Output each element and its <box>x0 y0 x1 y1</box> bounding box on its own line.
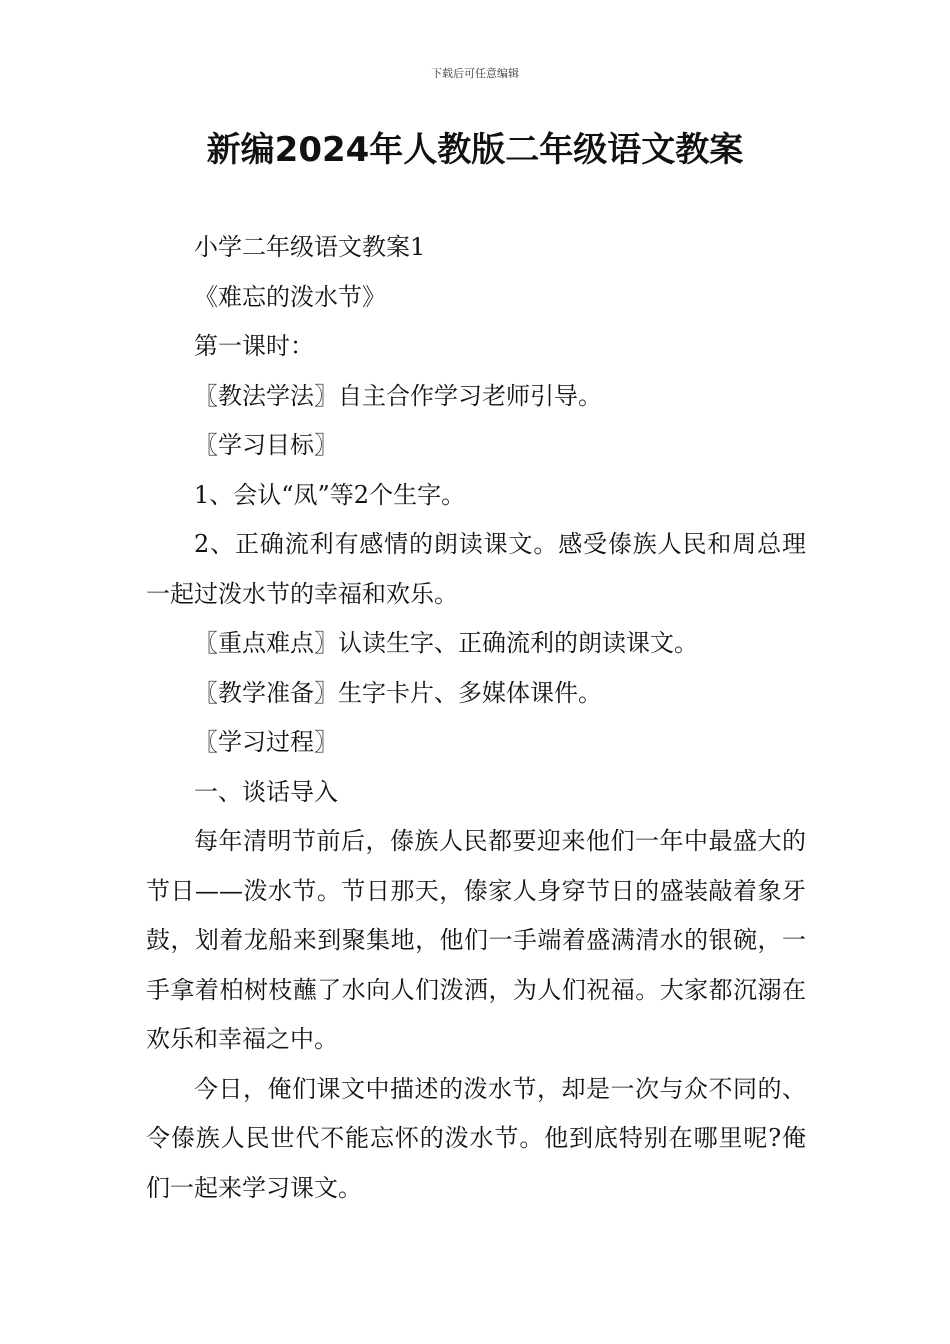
document-body <box>146 223 806 1213</box>
paragraph-lesson-intro: 今日，俺们课文中描述的泼水节，却是一次与众不同的、令傣族人民世代不能忘怀的泼水节。他到底特别在哪里呢?俺们一起来学习课文。 <box>146 1074 806 1202</box>
paragraph-first-period: 第一课时： <box>194 332 314 360</box>
paragraph-teaching-method: 〖教法学法〗自主合作学习老师引导。 <box>194 381 602 410</box>
paragraph-goal-1: 1、会认“凤”等2个生字。 <box>194 480 466 509</box>
paragraph-key-points: 〖重点难点〗认读生字、正确流利的朗读课文。 <box>194 629 698 657</box>
paragraph-lesson-heading: 小学二年级语文教案1 <box>194 233 426 261</box>
document-title: 新编2024年人教版二年级语文教案 <box>206 130 744 170</box>
paragraph-goal-2: 2、正确流利有感情的朗读课文。感受傣族人民和周总理一起过泼水节的幸福和欢乐。 <box>146 530 806 608</box>
paragraph-learning-goals: 〖学习目标〗 <box>194 431 338 459</box>
paragraph-festival-description: 每年清明节前后，傣族人民都要迎来他们一年中最盛大的节日——泼水节。节日那天，傣家人身穿节日的盛装敲着象牙鼓，划着龙船来到聚集地，他们一手端着盛满清水的银碗，一手拿着柏树枝蘸了水向人们泼洒，为人们祝福。大家都沉溺在欢乐和幸福之中。 <box>146 827 806 1053</box>
page-header-note: 下载后可任意编辑 <box>431 67 519 80</box>
paragraph-section-intro: 一、谈话导入 <box>194 777 338 806</box>
paragraph-learning-process: 〖学习过程〗 <box>194 728 338 756</box>
paragraph-preparation: 〖教学准备〗生字卡片、多媒体课件。 <box>194 678 602 707</box>
paragraph-lesson-title: 《难忘的泼水节》 <box>194 282 386 311</box>
